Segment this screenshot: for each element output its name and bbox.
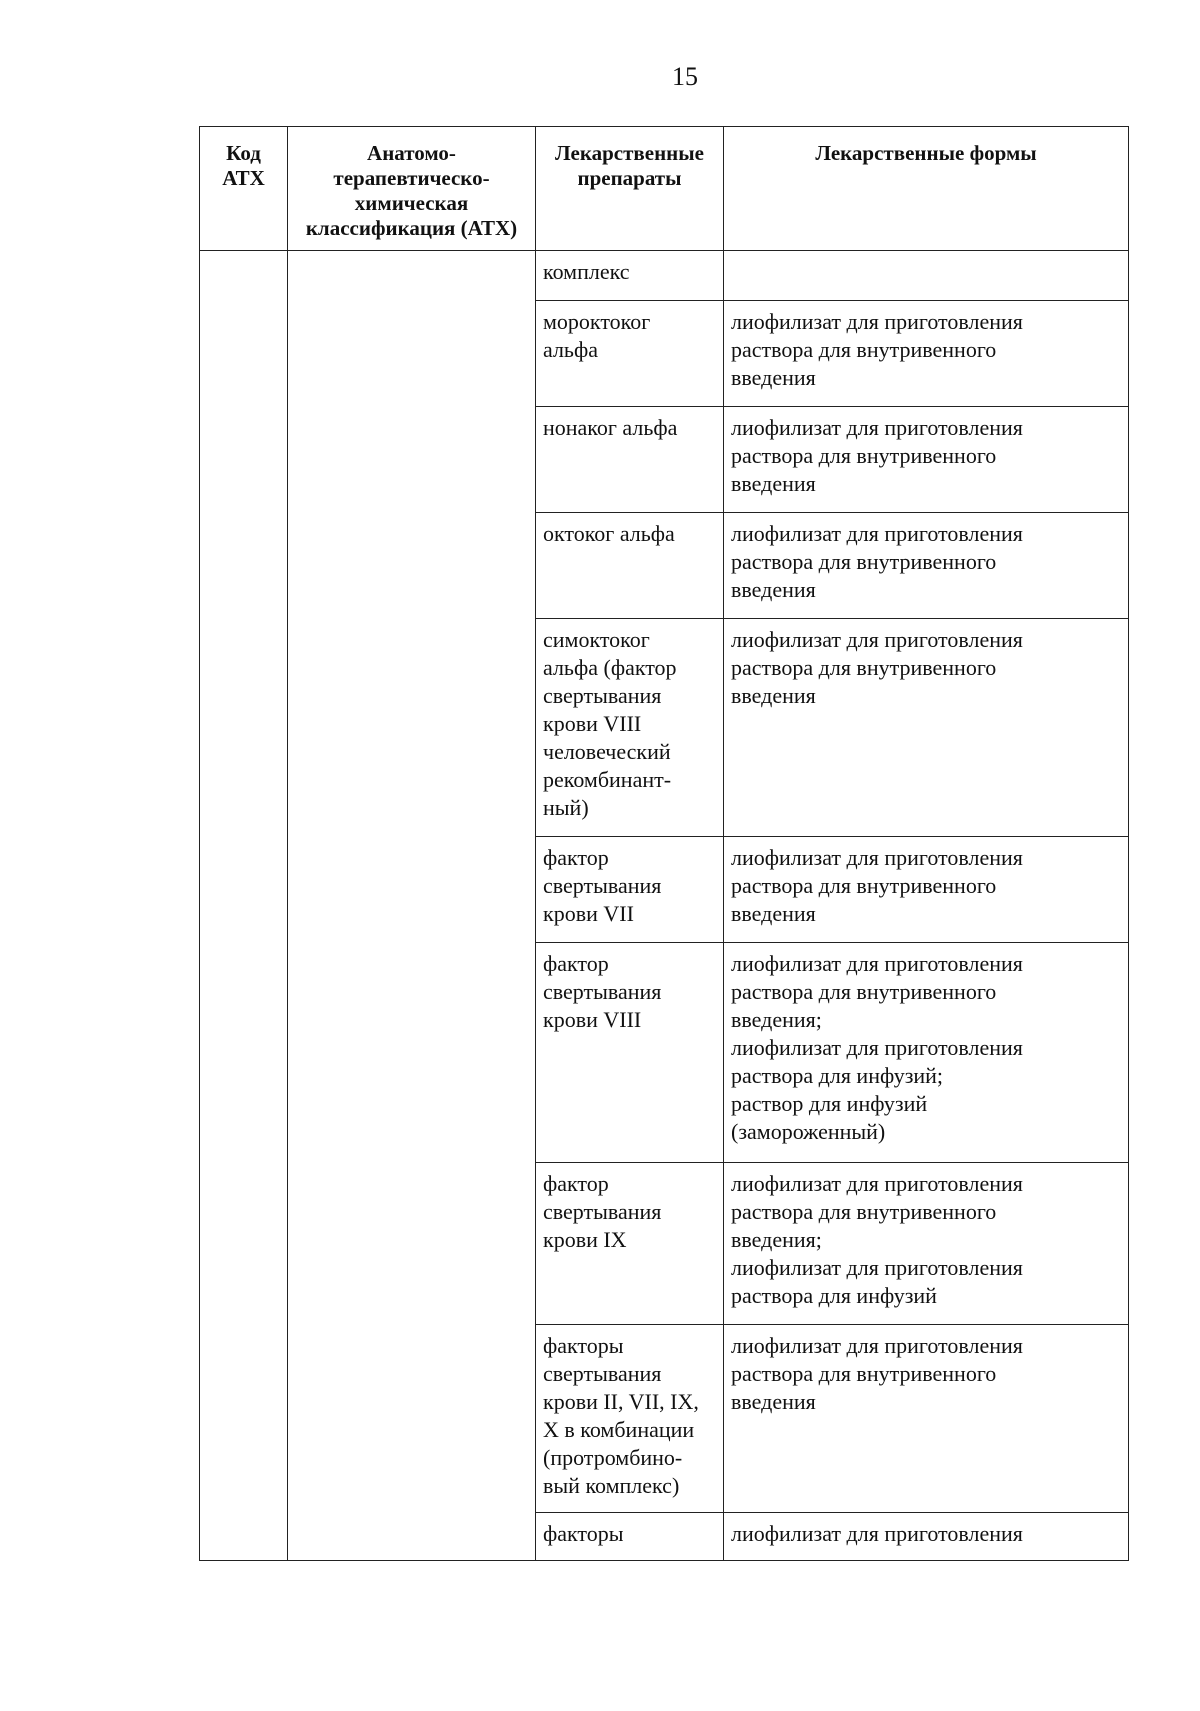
form-cell: лиофилизат для приготовления <box>724 1513 1129 1561</box>
form-cell: лиофилизат для приготовления раствора для внутривенного введения <box>724 619 1129 837</box>
form-cell: лиофилизат для приготовления раствора для внутривенного введения <box>724 407 1129 513</box>
drug-cell: комплекс <box>536 251 724 301</box>
classification-cell <box>288 251 536 1561</box>
form-cell: лиофилизат для приготовления раствора для внутривенного введения <box>724 837 1129 943</box>
form-cell: лиофилизат для приготовления раствора для внутривенного введения <box>724 301 1129 407</box>
form-cell <box>724 251 1129 301</box>
header-atc-code: Код АТХ <box>200 127 288 251</box>
drug-cell: фактор свертывания крови VII <box>536 837 724 943</box>
drug-cell: нонаког альфа <box>536 407 724 513</box>
drug-cell: факторы свертывания крови II, VII, IX, X в комбинации (протромбино- вый комплекс) <box>536 1325 724 1513</box>
form-cell: лиофилизат для приготовления раствора для внутривенного введения <box>724 513 1129 619</box>
drug-cell: мороктоког альфа <box>536 301 724 407</box>
header-atc-classification: Анатомо- терапевтическо- химическая классификация (АТХ) <box>288 127 536 251</box>
drug-cell: симоктоког альфа (фактор свертывания крови VIII человеческий рекомбинант- ный) <box>536 619 724 837</box>
drug-cell: октоког альфа <box>536 513 724 619</box>
table-header-row <box>200 127 1129 251</box>
drug-cell: фактор свертывания крови IX <box>536 1163 724 1325</box>
header-drugs: Лекарственные препараты <box>536 127 724 251</box>
code-cell <box>200 251 288 1561</box>
drug-table <box>199 126 1129 1561</box>
form-cell: лиофилизат для приготовления раствора для внутривенного введения <box>724 1325 1129 1513</box>
drug-cell: фактор свертывания крови VIII <box>536 943 724 1163</box>
drug-cell: факторы <box>536 1513 724 1561</box>
table-row <box>200 251 1129 301</box>
page-number: 15 <box>672 62 698 91</box>
header-dosage-forms: Лекарственные формы <box>724 127 1129 251</box>
form-cell: лиофилизат для приготовления раствора для внутривенного введения; лиофилизат для приготовления раствора для инфузий; раствор для инфузий (замороженный) <box>724 943 1129 1163</box>
form-cell: лиофилизат для приготовления раствора для внутривенного введения; лиофилизат для приготовления раствора для инфузий <box>724 1163 1129 1325</box>
